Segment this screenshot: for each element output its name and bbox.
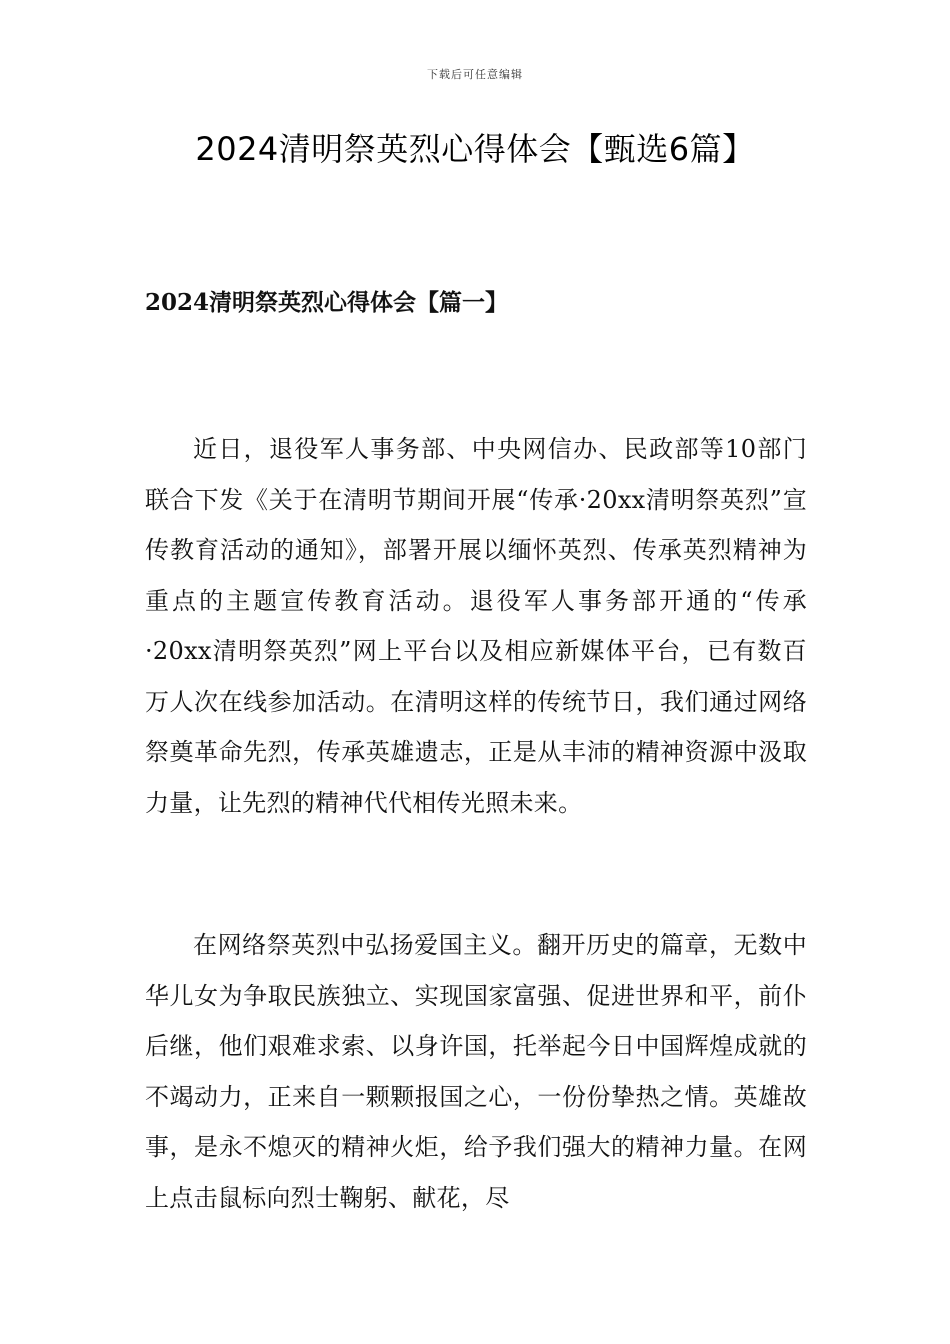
header-note: 下载后可任意编辑 [427, 68, 523, 81]
document-title: 2024清明祭英烈心得体会【甄选6篇】 [195, 130, 755, 168]
body-paragraph: 近日，退役军人事务部、中央网信办、民政部等10部门联合下发《关于在清明节期间开展“传承·20xx清明祭英烈”宣传教育活动的通知》，部署开展以缅怀英烈、传承英烈精神为重点的主题宣传教育活动。退役军人事务部开通的“传承·20xx清明祭英烈”网上平台以及相应新媒体平台，已有数百万人次在线参加活动。在清明这样的传统节日，我们通过网络祭奠革命先烈，传承英雄遗志，正是从丰沛的精神资源中汲取力量，让先烈的精神代代相传光照未来。 [145, 435, 807, 817]
section-heading: 2024清明祭英烈心得体会【篇一】 [145, 289, 509, 316]
body-paragraph: 在网络祭英烈中弘扬爱国主义。翻开历史的篇章，无数中华儿女为争取民族独立、实现国家富强、促进世界和平，前仆后继，他们艰难求索、以身许国，托举起今日中国辉煌成就的不竭动力，正来自一颗颗报国之心，一份份挚热之情。英雄故事，是永不熄灭的精神火炬，给予我们强大的精神力量。在网上点击鼠标向烈士鞠躬、献花，尽 [145, 931, 807, 1212]
